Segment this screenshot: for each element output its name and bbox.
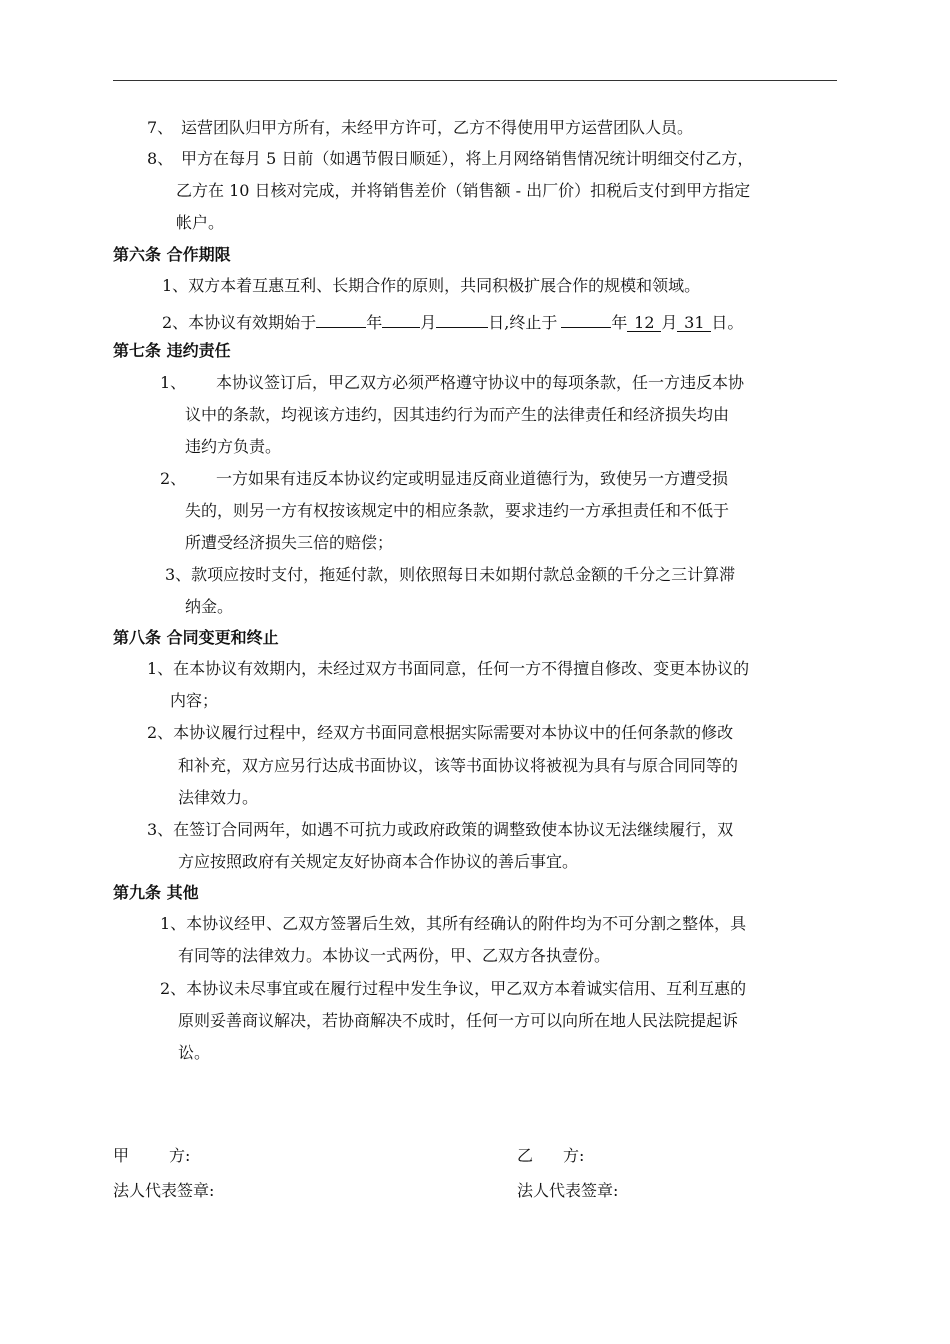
clause-item-8-line2: 乙方在 10 日核对完成，并将销售差价（销售额 - 出厂价）扣税后支付到甲方指定 (176, 181, 751, 200)
article-8-item-2-line1: 2、本协议履行过程中，经双方书面同意根据实际需要对本协议中的任何条款的修改 (147, 723, 734, 742)
article-8-item-2-line2: 和补充，双方应另行达成书面协议，该等书面协议将被视为具有与原合同同等的 (178, 756, 739, 775)
article-9-item-2-line2: 原则妥善商议解决，若协商解决不成时，任何一方可以向所在地人民法院提起诉 (178, 1011, 739, 1030)
article-9-item-1-line2: 有同等的法律效力。本协议一式两份，甲、乙双方各执壹份。 (178, 946, 611, 965)
end-day-label: 日。 (711, 313, 744, 332)
article-7-item-1-line3: 违约方负责。 (185, 437, 282, 456)
header-rule (113, 80, 837, 81)
start-month-label: 月 (420, 313, 437, 332)
end-year-blank (561, 309, 611, 328)
term-prefix: 2、本协议有效期始于 (162, 313, 317, 332)
clause-item-7-text: 运营团队归甲方所有，未经甲方许可，乙方不得使用甲方运营团队人员。 (181, 118, 694, 137)
article-8-item-3-line1: 3、在签订合同两年，如遇不可抗力或政府政策的调整致使本协议无法继续履行，双 (147, 820, 734, 839)
article-8-item-1-line1: 1、在本协议有效期内，未经过双方书面同意，任何一方不得擅自修改、变更本协议的 (147, 659, 750, 678)
article-8-item-3-line2: 方应按照政府有关规定友好协商本合作协议的善后事宜。 (178, 852, 579, 871)
article-7-item-2-line1: 一方如果有违反本协议约定或明显违反商业道德行为，致使另一方遭受损 (216, 469, 729, 488)
end-month-label: 月 (661, 313, 678, 332)
article-8-heading: 第八条 合同变更和终止 (113, 628, 279, 647)
article-9-item-1-line1: 1、本协议经甲、乙双方签署后生效，其所有经确认的附件均为不可分割之整体，具 (160, 914, 747, 933)
end-year-label: 年 (611, 313, 628, 332)
start-year-label: 年 (366, 313, 383, 332)
article-6-heading: 第六条 合作期限 (113, 245, 231, 264)
start-day-label: 日, (488, 313, 510, 332)
article-8-item-1-line2: 内容； (170, 691, 219, 710)
article-7-item-1-line1: 本协议签订后，甲乙双方必须严格遵守协议中的每项条款，任一方违反本协 (216, 373, 745, 392)
party-b-char: 乙 (517, 1146, 534, 1165)
party-b-representative-signature: 法人代表签章: (517, 1181, 619, 1200)
party-a-label (113, 1146, 190, 1166)
article-7-item-3-line1: 3、款项应按时支付，拖延付款，则依照每日未如期付款总金额的千分之三计算滞 (165, 565, 736, 584)
start-year-blank (316, 309, 366, 328)
start-day-blank (436, 309, 488, 328)
article-6-item-1: 1、双方本着互惠互利、长期合作的原则，共同积极扩展合作的规模和领域。 (162, 276, 701, 295)
article-8-item-2-line3: 法律效力。 (178, 788, 259, 807)
article-7-item-2-number: 2、 (160, 469, 187, 488)
clause-item-8-number: 8、 (147, 149, 174, 168)
clause-item-8-line3: 帐户。 (176, 213, 225, 232)
article-7-heading: 第七条 违约责任 (113, 341, 231, 360)
article-7-item-2-line3: 所遭受经济损失三倍的赔偿； (185, 533, 394, 552)
article-7-item-1-number: 1、 (160, 373, 187, 392)
end-day-value: 31 (677, 313, 711, 332)
article-7-item-1-line2: 议中的条款，均视该方违约，因其违约行为而产生的法律责任和经济损失均由 (185, 405, 730, 424)
start-month-blank (382, 309, 420, 328)
party-b-label (517, 1146, 584, 1166)
article-9-item-2-line3: 讼。 (178, 1043, 211, 1062)
end-month-value: 12 (627, 313, 661, 332)
article-9-item-2-line1: 2、本协议未尽事宜或在履行过程中发生争议，甲乙双方本着诚实信用、互利互惠的 (160, 979, 747, 998)
clause-item-8-line1: 甲方在每月 5 日前（如遇节假日顺延），将上月网络销售情况统计明细交付乙方， (181, 149, 754, 168)
party-a-representative-signature: 法人代表签章: (113, 1181, 215, 1200)
article-7-item-2-line2: 失的，则另一方有权按该规定中的相应条款，要求违约一方承担责任和不低于 (185, 501, 730, 520)
party-a-char: 甲 (113, 1146, 130, 1165)
article-9-heading: 第九条 其他 (113, 883, 199, 902)
party-a-suffix: 方: (169, 1146, 191, 1165)
article-7-item-3-line2: 纳金。 (185, 597, 234, 616)
term-end-label: 终止于 (509, 313, 558, 332)
party-b-suffix: 方: (563, 1146, 585, 1165)
article-6-item-2 (162, 309, 743, 333)
clause-item-7-number: 7、 (147, 118, 174, 137)
